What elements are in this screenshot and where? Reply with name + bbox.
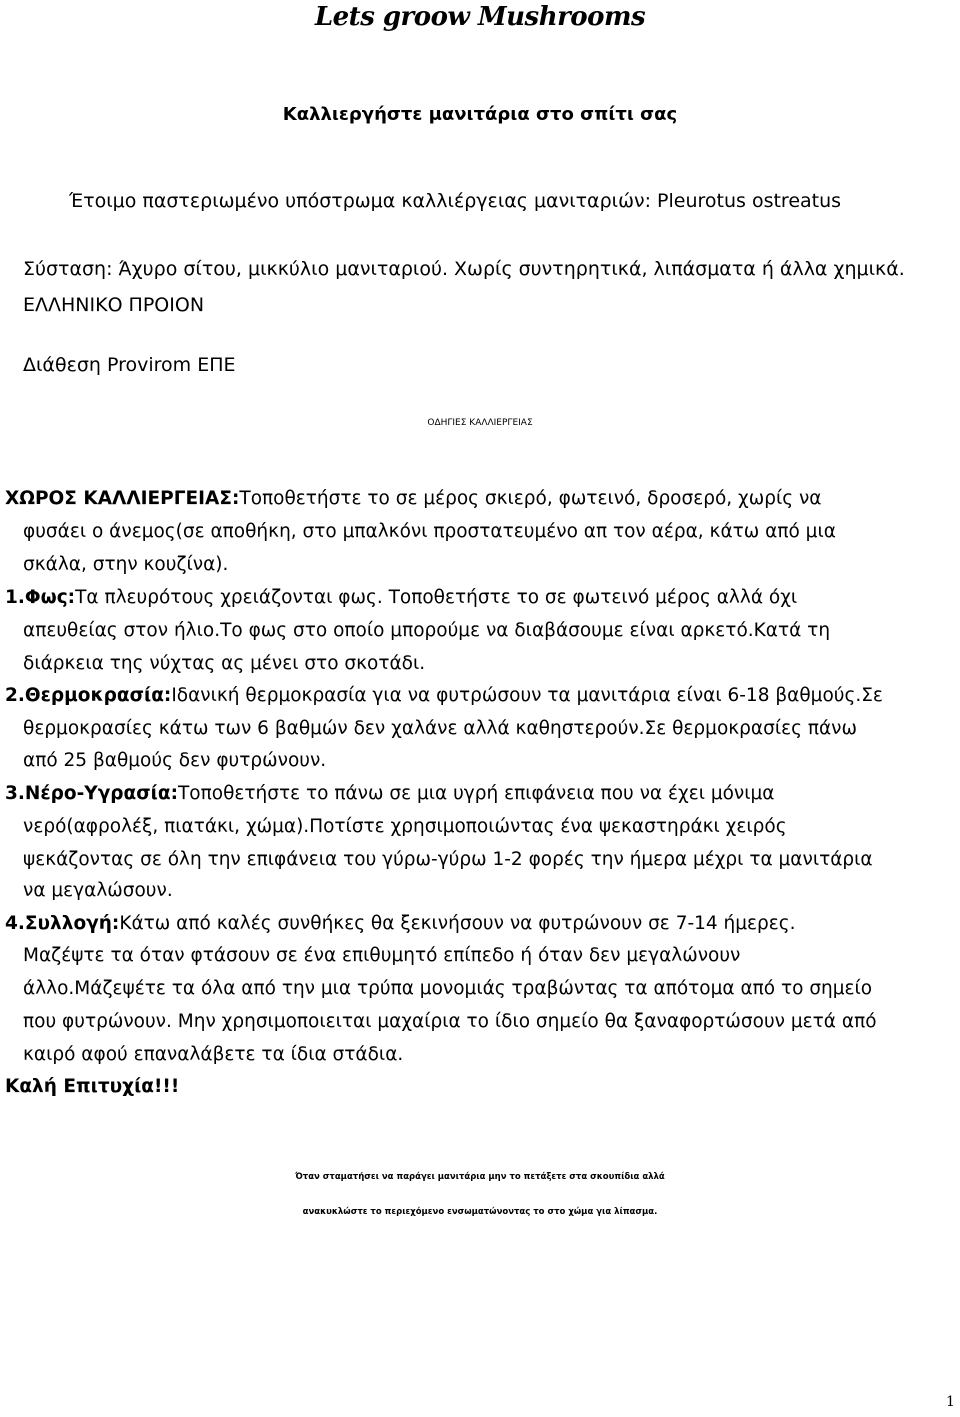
page-number: 1 <box>946 1394 955 1410</box>
step-1-line-1: Τα πλευρότους χρειάζονται φως. Τοποθετήστε το σε φωτεινό μέρος αλλά όχι <box>75 587 798 608</box>
step-1-line-2: απευθείας στον ήλιο.Το φως στο οποίο μπορούμε να διαβάσουμε είναι αρκετό.Κατά τη <box>23 620 831 641</box>
distribution-line: Διάθεση Provirom ΕΠΕ <box>23 354 236 376</box>
step-3-line-2: νερό(αφρολέξ, πιατάκι, χώμα).Ποτίστε χρησιμοποιώντας ένα ψεκαστηράκι χειρός <box>23 816 787 837</box>
step-3-paragraph <box>5 783 774 804</box>
closing-line-2: ανακυκλώστε το περιεχόμενο ενσωματώνοντας το στο χώμα για λίπασμα. <box>302 1207 658 1217</box>
step-4-line-2: Μαζέψτε τα όταν φτάσουν σε ένα επιθυμητό επίπεδο ή όταν δεν μεγαλώνουν <box>23 945 741 966</box>
step-2-line-1: Ιδανική θερμοκρασία για να φυτρώσουν τα μανιτάρια είναι 6-18 βαθμούς.Σε <box>171 685 883 706</box>
composition-line: Σύσταση: Άχυρο σίτου, μικκύλιο μανιταριού. Χωρίς συντηρητικά, λιπάσματα ή άλλα χημικά. <box>23 258 905 280</box>
step-4-line-4: που φυτρώνουν. Μην χρησιμοποιειται μαχαίρια το ίδιο σημείο θα ξαναφορτώσουν μετά από <box>23 1011 877 1032</box>
step-4-paragraph <box>5 913 796 934</box>
step-2-line-3: από 25 βαθμούς δεν φυτρώνουν. <box>23 750 327 771</box>
step-4-label: 4.Συλλογή: <box>5 913 120 934</box>
step-1-line-3: διάρκεια της νύχτας ας μένει στο σκοτάδι. <box>23 653 426 674</box>
space-line-1: Τοποθετήστε το σε μέρος σκιερό, φωτεινό, δροσερό, χωρίς να <box>239 488 822 509</box>
good-luck: Καλή Επιτυχία!!! <box>5 1076 180 1097</box>
document-subtitle: Καλλιεργήστε μανιτάρια στο σπίτι σας <box>282 104 678 125</box>
step-2-paragraph <box>5 685 883 706</box>
step-2-line-2: θερμοκρασίες κάτω των 6 βαθμών δεν χαλάνε αλλά καθηστερούν.Σε θερμοκρασίες πάνω <box>23 718 857 739</box>
origin-line: ΕΛΛΗΝΙΚΟ ΠΡΟΙΟΝ <box>23 294 205 316</box>
step-2-label: 2.Θερμοκρασία: <box>5 685 172 706</box>
step-3-label: 3.Νέρο-Υγρασία: <box>5 783 178 804</box>
step-1-paragraph <box>5 587 797 608</box>
step-4-line-1: Κάτω από καλές συνθήκες θα ξεκινήσουν να φυτρώνουν σε 7-14 ήμερες. <box>119 913 796 934</box>
closing-line-1: Όταν σταματήσει να παράγει μανιτάρια μην το πετάξετε στα σκουπίδια αλλά <box>295 1172 665 1182</box>
product-line: Έτοιμο παστεριωμένο υπόστρωμα καλλιέργειας μανιταριών: Pleurotus ostreatus <box>69 190 842 212</box>
space-label: ΧΩΡΟΣ ΚΑΛΛΙΕΡΓΕΙΑΣ: <box>5 488 240 509</box>
step-4-line-5: καιρό αφού επαναλάβετε τα ίδια στάδια. <box>23 1044 404 1065</box>
step-3-line-1: Τοποθετήστε το πάνω σε μια υγρή επιφάνεια που να έχει μόνιμα <box>178 783 775 804</box>
space-paragraph <box>5 488 822 509</box>
step-3-line-3: ψεκάζοντας σε όλη την επιφάνεια του γύρω-γύρω 1-2 φορές την ήμερα μέχρι τα μανιτάρια <box>23 849 873 870</box>
step-4-line-3: άλλο.Μάζεψέτε τα όλα από την μια τρύπα μονομιάς τραβώντας τα απότομα από το σημείο <box>23 978 873 999</box>
space-line-2: φυσάει ο άνεμος(σε αποθήκη, στο μπαλκόνι προστατευμένο απ τον αέρα, κάτω από μια <box>23 521 836 542</box>
space-line-3: σκάλα, στην κουζίνα). <box>23 554 229 575</box>
document-title: Lets groow Mushrooms <box>314 2 646 32</box>
instructions-heading: ΟΔΗΓΙΕΣ ΚΑΛΛΙΕΡΓΕΙΑΣ <box>427 418 533 428</box>
step-1-label: 1.Φως: <box>5 587 76 608</box>
step-3-line-4: να μεγαλώσουν. <box>23 880 173 901</box>
